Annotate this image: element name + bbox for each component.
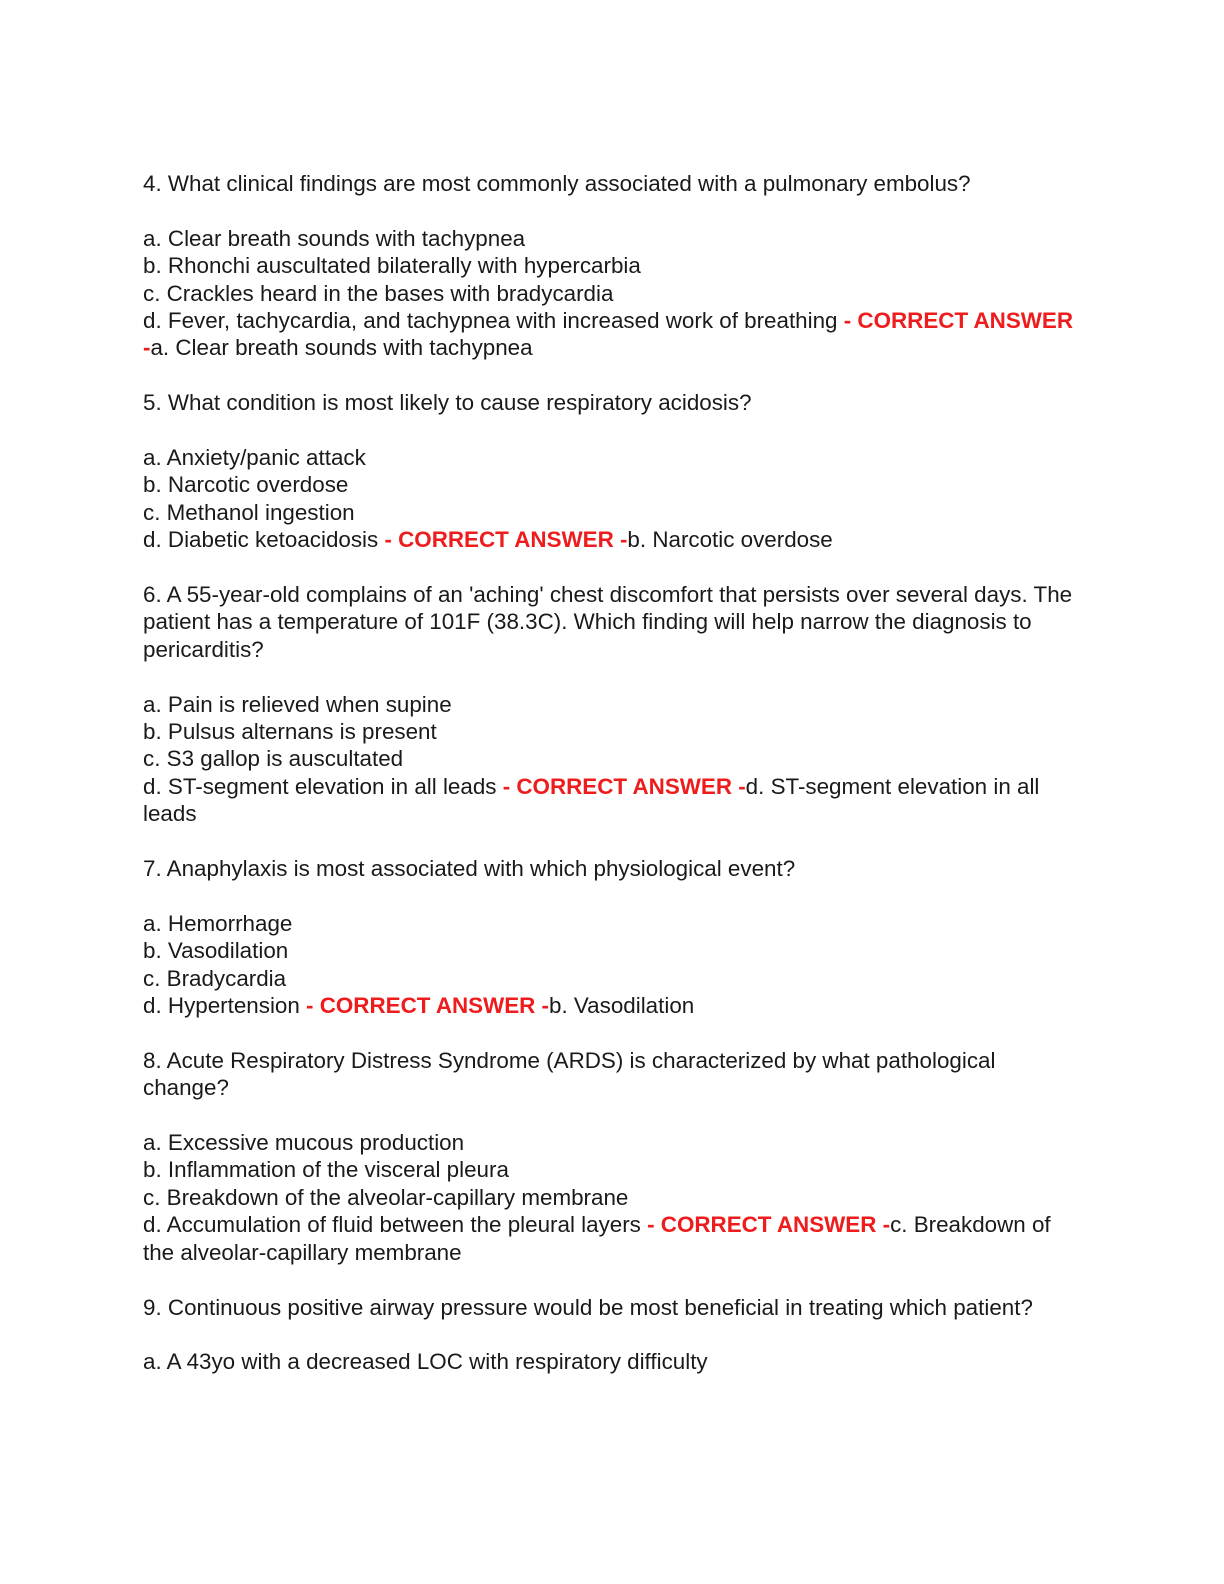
correct-answer: b. Vasodilation bbox=[549, 993, 695, 1019]
option-c: c. Bradycardia bbox=[143, 965, 287, 991]
correct-answer-label: - CORRECT ANSWER - bbox=[640, 1212, 891, 1238]
question-6 bbox=[143, 581, 1078, 828]
correct-answer: c. Breakdown of the alveolar-capillary membrane bbox=[143, 1212, 1051, 1265]
question-text: 6. A 55-year-old complains of an 'aching' chest discomfort that persists over several days. The patient has a temperature of 101F (38.3C). Which finding will help narrow the diagnosis to pericarditis? bbox=[143, 582, 1073, 662]
question-text: 8. Acute Respiratory Distress Syndrome (ARDS) is characterized by what pathological change? bbox=[143, 1047, 996, 1101]
document-page bbox=[143, 170, 1078, 1403]
question-9 bbox=[143, 1294, 1078, 1376]
question-8 bbox=[143, 1047, 1078, 1266]
question-text: 4. What clinical findings are most commonly associated with a pulmonary embolus? bbox=[143, 171, 971, 196]
option-b: b. Rhonchi auscultated bilaterally with hypercarbia bbox=[143, 253, 641, 279]
option-d-with-answer bbox=[143, 1211, 1078, 1266]
correct-answer-label: - CORRECT ANSWER - bbox=[496, 773, 746, 799]
option-d: d. Accumulation of fluid between the pleural layers bbox=[143, 1212, 641, 1238]
option-c: c. Methanol ingestion bbox=[143, 499, 355, 525]
question-text: 9. Continuous positive airway pressure would be most beneficial in treating which patient? bbox=[143, 1294, 1033, 1320]
option-d: d. Hypertension bbox=[143, 993, 300, 1019]
option-d-with-answer bbox=[143, 307, 1078, 362]
question-4 bbox=[143, 170, 1078, 362]
option-b: b. Inflammation of the visceral pleura bbox=[143, 1157, 509, 1183]
question-text: 5. What condition is most likely to cause respiratory acidosis? bbox=[143, 390, 752, 416]
option-a: a. Hemorrhage bbox=[143, 910, 293, 936]
question-5 bbox=[143, 389, 1078, 553]
question-7 bbox=[143, 855, 1078, 1019]
option-a: a. Clear breath sounds with tachypnea bbox=[143, 225, 526, 251]
correct-answer-label: - CORRECT ANSWER - bbox=[143, 308, 1074, 361]
correct-answer: d. ST-segment elevation in all leads bbox=[143, 773, 1040, 827]
option-c: c. S3 gallop is auscultated bbox=[143, 746, 404, 772]
option-b: b. Pulsus alternans is present bbox=[143, 719, 437, 745]
question-text: 7. Anaphylaxis is most associated with which physiological event? bbox=[143, 856, 796, 882]
correct-answer: b. Narcotic overdose bbox=[627, 527, 833, 553]
correct-answer-label: - CORRECT ANSWER - bbox=[299, 993, 550, 1019]
correct-answer: a. Clear breath sounds with tachypnea bbox=[150, 335, 533, 361]
option-d-with-answer bbox=[143, 773, 1078, 828]
option-d-with-answer bbox=[143, 992, 1078, 1019]
option-d: d. ST-segment elevation in all leads bbox=[143, 773, 497, 799]
option-a: a. Excessive mucous production bbox=[143, 1130, 465, 1156]
option-b: b. Vasodilation bbox=[143, 938, 289, 964]
option-d-with-answer bbox=[143, 526, 1078, 553]
option-b: b. Narcotic overdose bbox=[143, 472, 349, 498]
option-a: a. A 43yo with a decreased LOC with respiratory difficulty bbox=[143, 1349, 708, 1375]
option-d: d. Fever, tachycardia, and tachypnea with increased work of breathing bbox=[143, 308, 838, 334]
option-a: a. Pain is relieved when supine bbox=[143, 691, 452, 717]
option-c: c. Crackles heard in the bases with bradycardia bbox=[143, 280, 614, 306]
option-c: c. Breakdown of the alveolar-capillary membrane bbox=[143, 1184, 629, 1210]
correct-answer-label: - CORRECT ANSWER - bbox=[378, 527, 628, 553]
option-d: d. Diabetic ketoacidosis bbox=[143, 527, 379, 553]
option-a: a. Anxiety/panic attack bbox=[143, 445, 366, 471]
